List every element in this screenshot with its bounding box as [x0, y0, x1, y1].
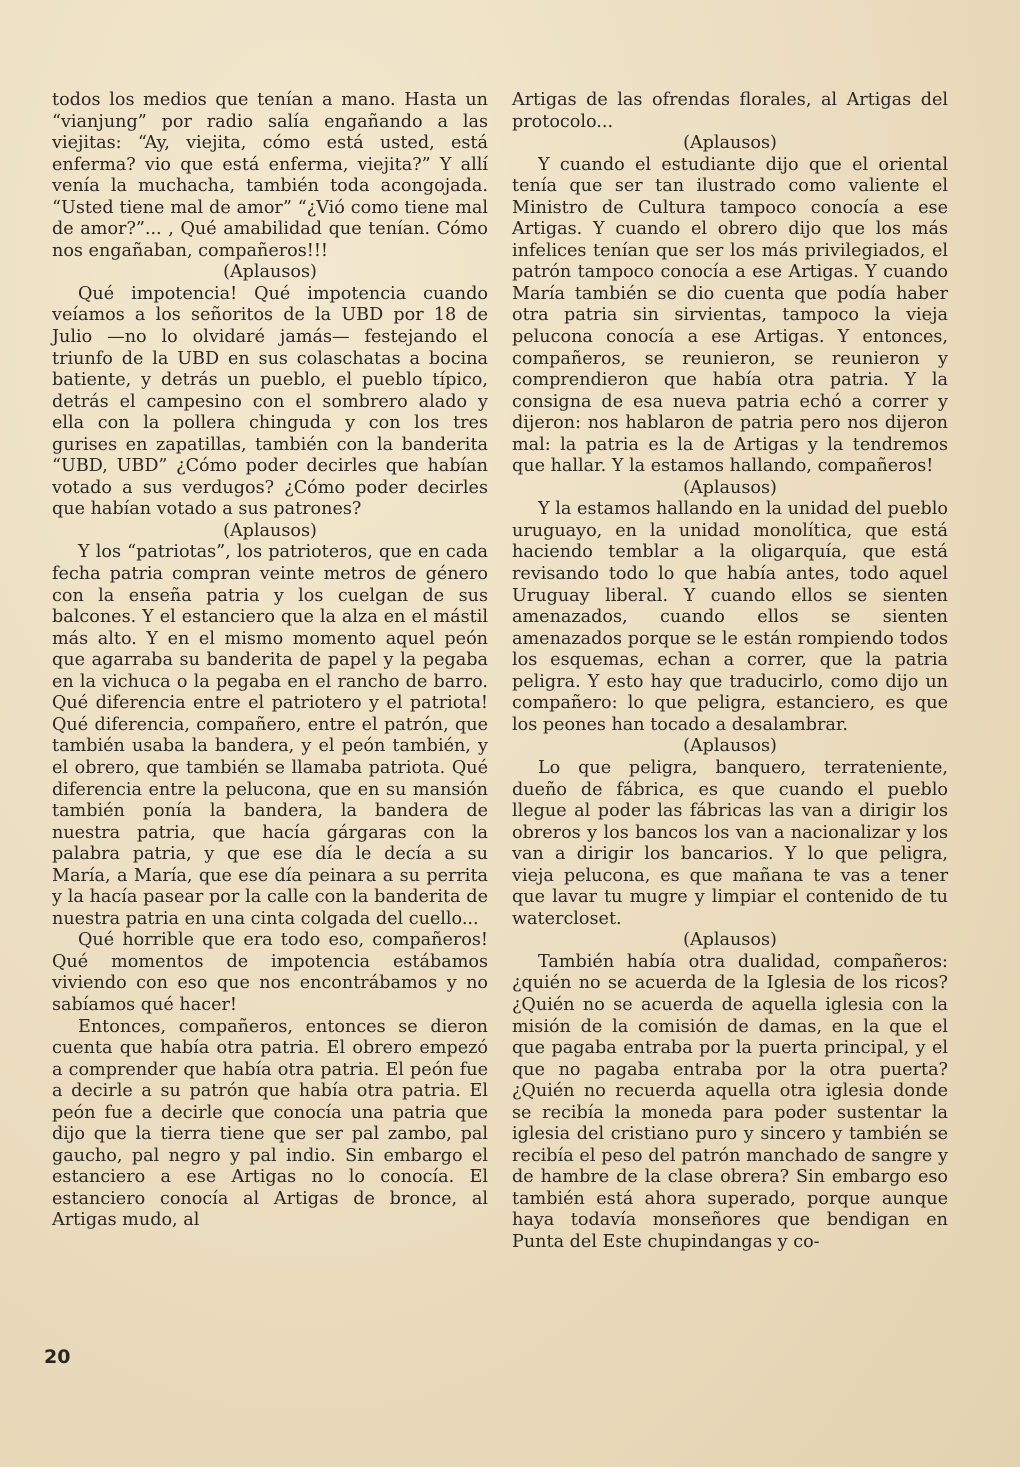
paragraph: Qué impotencia! Qué impotencia cuando veíamos a los señoritos de la UBD por 18 de Julio —no lo olvidaré jamás— festejando el triunfo de la UBD en sus colaschatas a bocina batiente, y detrás un pueblo, el pueblo típico, detrás el campesino con el sombrero alado y ella con la pollera chinguda y con los tres gurises en zapatillas, también con la banderita “UBD, UBD” ¿Cómo poder decirles que habían votado a sus verdugos? ¿Cómo poder decirles que habían votado a sus patrones? [52, 283, 488, 520]
applause-note: (Aplausos) [683, 133, 777, 154]
right-column [512, 90, 948, 1254]
paragraph: Y la estamos hallando en la unidad del pueblo uruguayo, en la unidad monolítica, que está haciendo temblar a la oligarquía, que está revisando todo lo que había antes, todo aquel Uruguay liberal. Y cuando ellos se sienten amenazados, cuando ellos se sienten amenazados porque se le están rompiendo todos los esquemas, echan a correr, que la patria peligra. Y esto hay que traducirlo, como dijo un compañero: lo que peligra, estanciero, es que los peones han tocado a desalambrar. [512, 499, 948, 735]
paragraph: Qué horrible que era todo eso, compañeros! Qué momentos de impotencia estábamos viviendo con eso que nos encontrábamos y no sabíamos qué hacer! [52, 930, 488, 1015]
applause-note: (Aplausos) [223, 520, 317, 541]
paragraph: Y los “patriotas”, los patrioteros, que en cada fecha patria compran veinte metros de género con la enseña patria y los cuelgan de sus balcones. Y el estanciero que la alza en el mástil más alto. Y en el mismo momento aquel peón que agarraba su banderita de papel y la pegaba en la vichuca o la pegaba en el rancho de barro. Qué diferencia entre el patriotero y el patriota! Qué diferencia, compañero, entre el patrón, que también usaba la bandera, y el peón también, y el obrero, que también se llamaba patriota. Qué diferencia entre la pelucona, que en su mansión también ponía la bandera, la bandera de nuestra patria, que hacía gárgaras con la palabra patria, y que ese día le decía a su María, a María, que ese día peinara a su perrita y la hacía pasear por la calle con la banderita de nuestra patria en una cinta colgada del cuello... [52, 542, 488, 929]
applause-note: (Aplausos) [683, 477, 777, 498]
paragraph: Artigas de las ofrendas florales, al Artigas del protocolo... [512, 90, 948, 132]
applause-note: (Aplausos) [683, 930, 777, 951]
applause-note: (Aplausos) [683, 736, 777, 757]
paragraph: Y cuando el estudiante dijo que el oriental tenía que ser tan ilustrado como valiente el Ministro de Cultura tampoco conocía a ese Artigas. Y cuando el obrero dijo que los más infelices tenían que ser los más privilegiados, el patrón tampoco conocía a ese Artigas. Y cuando María también se dio cuenta que podía haber otra patria sin sirvientas, tampoco la vieja pelucona conocía a ese Artigas. Y entonces, compañeros, se reunieron, se reunieron y comprendieron que había otra patria. Y la consigna de esa nueva patria echó a correr y dijeron: nos hablaron de patria pero nos dijeron mal: la patria es la de Artigas y la tendremos que hallar. Y la estamos hallando, compañeros! [512, 154, 948, 477]
paragraph: Entonces, compañeros, entonces se dieron cuenta que había otra patria. El obrero empezó a comprender que había otra patria. El peón fue a decirle a su patrón que había otra patria. El peón fue a decirle que conocía una patria que dijo que la tierra tiene que ser pal zambo, pal gaucho, pal negro y pal indio. Sin embargo el estanciero a ese Artigas no lo conocía. El estanciero conocía al Artigas de bronce, al Artigas mudo, al [52, 1016, 488, 1231]
page-number: 20 [44, 1346, 71, 1368]
paragraph: Lo que peligra, banquero, terrateniente, dueño de fábrica, es que cuando el pueblo llegue al poder las fábricas las van a dirigir los obreros y los bancos los van a nacionalizar y los van a dirigir los bancarios. Y lo que peligra, vieja pelucona, es que mañana te vas a tener que lavar tu mugre y limpiar el contenido de tu watercloset. [512, 757, 948, 929]
left-column [52, 90, 488, 1232]
paragraph: todos los medios que tenían a mano. Hasta un “vianjung” por radio salía engañando a las viejitas: “Ay, viejita, cómo está usted, está enferma? vio que está enferma, viejita?” Y allí venía la muchacha, también toda acongojada. “Usted tiene mal de amor” “¿Vió como tiene mal de amor?”... , Qué amabilidad que tenían. Cómo nos engañaban, compañeros!!! [52, 90, 488, 261]
paragraph: También había otra dualidad, compañeros: ¿quién no se acuerda de la Iglesia de los ricos? ¿Quién no se acuerda de aquella iglesia con la misión de la comisión de damas, en la que el que pagaba entraba por la puerta principal, y el que no pagaba entraba por la otra puerta? ¿Quién no recuerda aquella otra iglesia donde se recibía la moneda para poder sustentar la iglesia del cristiano puro y sincero y también se recibía el peso del patrón manchado de sangre y de hambre de la clase obrera? Sin embargo eso también está ahora superado, porque aunque haya todavía monseñores que bendigan en Punta del Este chupindangas y co- [512, 951, 948, 1252]
applause-note: (Aplausos) [223, 262, 317, 283]
